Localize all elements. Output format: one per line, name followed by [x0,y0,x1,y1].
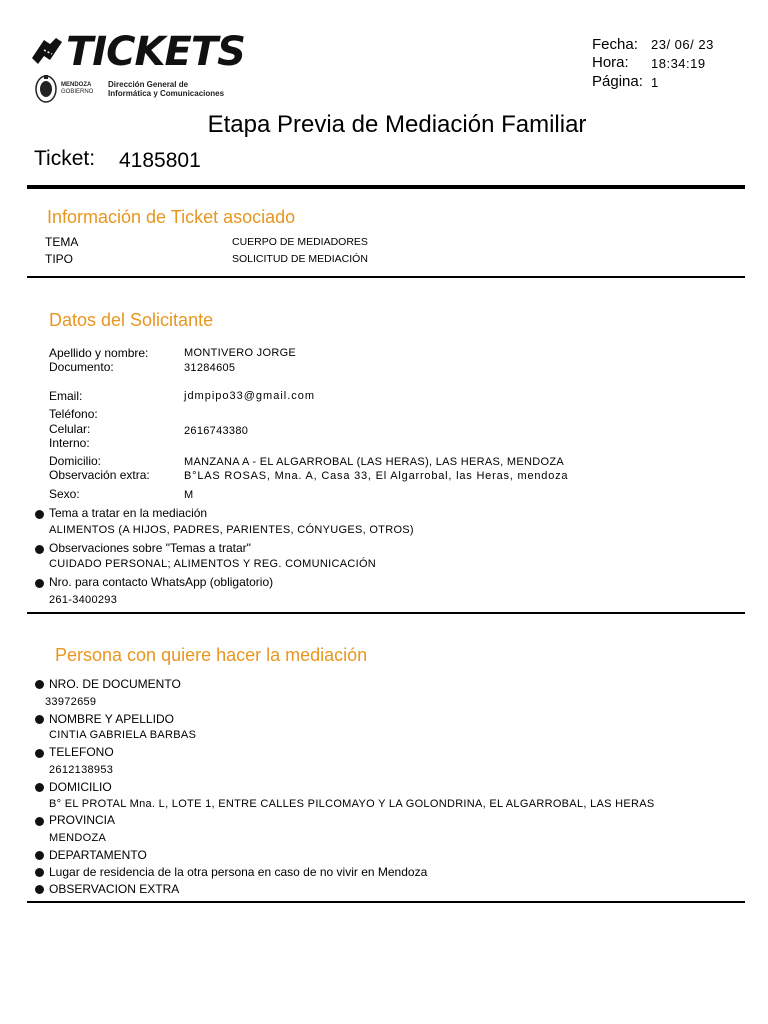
persona-domicilio-value: B° EL PROTAL Mna. L, LOTE 1, ENTRE CALLES PILCOMAYO Y LA GOLONDRINA, EL ALGARROBAL, LAS HERAS [49,798,655,810]
bullet-icon [35,851,44,860]
bullet-icon [35,868,44,877]
nombre-label: Apellido y nombre: [49,346,149,360]
whatsapp-label: Nro. para contacto WhatsApp (obligatorio) [49,575,274,589]
domicilio-value: MANZANA A - EL ALGARROBAL (LAS HERAS), LAS HERAS, MENDOZA [184,456,564,468]
seal-caption-line1: MENDOZA [61,82,92,88]
persona-provincia-value: MENDOZA [49,832,107,844]
bullet-icon [35,885,44,894]
persona-telefono-value: 2612138953 [49,764,114,776]
documento-value: 31284605 [184,362,236,374]
seal-caption [61,82,93,96]
interno-label: Interno: [49,436,90,450]
hora-value: 18:34:19 [651,56,706,71]
email-label: Email: [49,389,83,403]
documento-label: Documento: [49,360,114,374]
fecha-value: 23/ 06/ 23 [651,37,714,52]
seal-caption-line2: GOBIERNO [61,89,94,95]
ticket-number: 4185801 [119,149,201,172]
bullet-icon [35,545,44,554]
tema-tratar-value: ALIMENTOS (A HIJOS, PADRES, PARIENTES, CÓNYUGES, OTROS) [49,524,414,536]
bullet-icon [35,817,44,826]
persona-nombre-label: NOMBRE Y APELLIDO [49,712,174,726]
bullet-icon [35,510,44,519]
dg-caption-line1: Dirección General de [108,80,189,89]
sexo-label: Sexo: [49,487,80,501]
bullet-icon [35,680,44,689]
solicitante-divider [27,612,745,614]
obs-temas-label: Observaciones sobre "Temas a tratar" [49,541,251,555]
domicilio-label: Domicilio: [49,454,102,468]
obs-temas-value: CUIDADO PERSONAL; ALIMENTOS Y REG. COMUNICACIÓN [49,558,377,570]
persona-departamento-label: DEPARTAMENTO [49,848,147,862]
page-title: Etapa Previa de Mediación Familiar [207,111,587,138]
ticket-logo-icon [30,36,66,68]
bullet-icon [35,579,44,588]
fecha-label: Fecha: [592,36,638,53]
persona-documento-value: 33972659 [45,696,97,708]
email-value: jdmpipo33@gmail.com [184,390,316,402]
header-divider [27,185,745,189]
dg-caption [108,80,224,98]
celular-value: 2616743380 [184,425,249,437]
mendoza-seal-icon [35,74,57,104]
hora-label: Hora: [592,54,629,71]
persona-provincia-label: PROVINCIA [49,813,116,827]
bullet-icon [35,749,44,758]
persona-documento-label: NRO. DE DOCUMENTO [49,677,181,691]
observacion-label: Observación extra: [49,468,150,482]
persona-observacion-label: OBSERVACION EXTRA [49,882,180,896]
tickets-logo-text: TICKETS [66,29,245,75]
telefono-label: Teléfono: [49,407,98,421]
persona-telefono-label: TELEFONO [49,745,114,759]
persona-residencia-label: Lugar de residencia de la otra persona en caso de no vivir en Mendoza [49,865,428,879]
bullet-icon [35,783,44,792]
pagina-value: 1 [651,75,659,90]
dg-caption-line2: Informática y Comunicaciones [108,89,225,98]
tema-tratar-label: Tema a tratar en la mediación [49,506,208,520]
persona-domicilio-label: DOMICILIO [49,780,112,794]
bullet-icon [35,715,44,724]
tipo-value: SOLICITUD DE MEDIACIÓN [232,253,368,265]
persona-heading: Persona con quiere hacer la mediación [55,645,368,665]
whatsapp-value: 261-3400293 [49,594,118,606]
nombre-value: MONTIVERO JORGE [184,347,297,359]
ticket-label: Ticket: [34,147,96,170]
tema-label: TEMA [45,235,79,249]
sexo-value: M [184,489,194,501]
tipo-label: TIPO [45,252,74,266]
celular-label: Celular: [49,422,91,436]
pagina-label: Página: [592,73,643,90]
solicitante-heading: Datos del Solicitante [49,310,214,330]
tema-value: CUERPO DE MEDIADORES [232,236,368,248]
observacion-value: B°LAS ROSAS, Mna. A, Casa 33, El Algarrobal, las Heras, mendoza [184,470,569,482]
info-divider [27,276,745,278]
persona-divider [27,901,745,903]
persona-nombre-value: CINTIA GABRIELA BARBAS [49,729,197,741]
info-ticket-heading: Información de Ticket asociado [47,207,296,227]
